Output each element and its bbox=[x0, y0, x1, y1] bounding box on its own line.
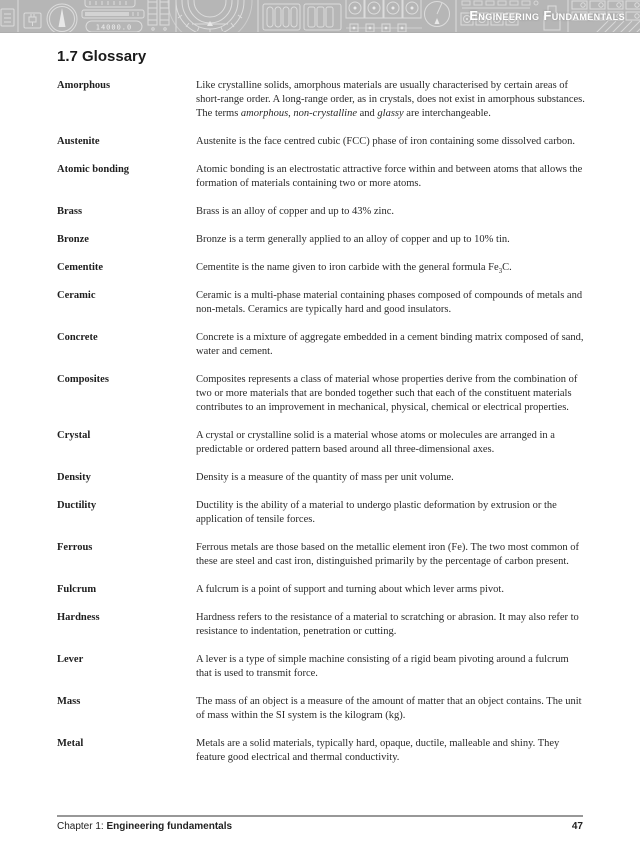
glossary-definition: Cementite is the name given to iron carbide with the general formula $Fe_3C$. bbox=[196, 262, 512, 276]
glossary-term: Austenite bbox=[57, 136, 100, 147]
page-body bbox=[0, 48, 640, 765]
rotary-dial-icon bbox=[168, 0, 258, 33]
gauge-knob-icon bbox=[47, 4, 77, 33]
page-footer bbox=[57, 815, 583, 832]
glossary-definition: Brass is an alloy of copper and up to 43% zinc. bbox=[196, 206, 394, 217]
glossary-term: Ferrous bbox=[57, 542, 93, 553]
glossary-term: Mass bbox=[57, 696, 81, 707]
glossary-definition: Atomic bonding is an electrostatic attractive force within and between atoms that allows the formation of materials containing two or more atoms. bbox=[196, 164, 583, 189]
glossary-term: Atomic bonding bbox=[57, 164, 130, 175]
glossary-entry bbox=[57, 695, 587, 723]
glossary-term: Brass bbox=[57, 206, 83, 217]
glossary-entry bbox=[57, 541, 587, 569]
glossary-entry bbox=[57, 233, 587, 247]
glossary-entry bbox=[57, 499, 587, 527]
glossary-definition: A fulcrum is a point of support and turning about which lever arms pivot. bbox=[196, 584, 504, 595]
dot-buttons-icon bbox=[346, 24, 422, 32]
ladder-scale-icon bbox=[148, 0, 176, 33]
glossary-entry bbox=[57, 79, 587, 121]
glossary-term: Fulcrum bbox=[57, 584, 97, 595]
mini-buttons-icon bbox=[462, 1, 538, 8]
footer-chapter bbox=[57, 821, 232, 832]
glossary-definition: Ceramic is a multi-phase material containing phases composed of compounds of metals and non-metals. Ceramics are typically hard and good insulators. bbox=[196, 290, 583, 315]
glossary-term: Concrete bbox=[57, 332, 98, 343]
section-title: 1.7 Glossary bbox=[57, 48, 147, 65]
glossary-definition: Ductility is the ability of a material to undergo plastic deformation by extrusion or the application of tensile forces. bbox=[196, 500, 557, 525]
glossary-entry bbox=[57, 163, 587, 191]
glossary-term: Lever bbox=[57, 654, 84, 665]
footer-chapter-prefix: Chapter 1: bbox=[57, 821, 107, 832]
glossary-entry bbox=[57, 289, 587, 317]
glossary-term: Composites bbox=[57, 374, 109, 385]
glossary-definition: Bronze is a term generally applied to an alloy of copper and up to 10% tin. bbox=[196, 234, 510, 245]
left-connector-icon bbox=[1, 0, 41, 33]
glossary-term: Metal bbox=[57, 738, 84, 749]
glossary-entry bbox=[57, 429, 587, 457]
glossary-definition: A lever is a type of simple machine consisting of a rigid beam pivoting around a fulcrum that is used to transmit force. bbox=[196, 654, 569, 679]
display-readout: 14000.0 bbox=[95, 23, 133, 32]
glossary-definition: Density is a measure of the quantity of mass per unit volume. bbox=[196, 472, 454, 483]
glossary-term: Bronze bbox=[57, 234, 89, 245]
glossary-definition: Concrete is a mixture of aggregate embedded in a cement binding matrix composed of sand, water and cement. bbox=[196, 332, 584, 357]
glossary-definition: Metals are a solid materials, typically hard, opaque, ductile, malleable and shiny. They feature good electrical and thermal conductivity. bbox=[196, 738, 560, 763]
glossary-term: Ductility bbox=[57, 500, 97, 511]
glossary-term: Amorphous bbox=[57, 80, 111, 91]
glossary-entry bbox=[57, 611, 587, 639]
brand-title: Engineering Fundamentals bbox=[469, 8, 625, 23]
glossary-list bbox=[57, 79, 587, 765]
glossary-term: Hardness bbox=[57, 612, 100, 623]
glossary-term: Density bbox=[57, 472, 91, 483]
glossary-definition: A crystal or crystalline solid is a material whose atoms or molecules are arranged in a predictable or ordered pattern based around all three-dimensional axes. bbox=[196, 430, 555, 455]
glossary-definition: Hardness refers to the resistance of a material to scratching or abrasion. It may also refer to resistance to indentation, penetration or cutting. bbox=[196, 612, 579, 637]
page-header-banner bbox=[0, 0, 640, 33]
glossary-term: Cementite bbox=[57, 262, 104, 273]
digital-display-icon bbox=[82, 0, 144, 32]
glossary-entry bbox=[57, 261, 587, 275]
glossary-entry bbox=[57, 737, 587, 765]
glossary-definition: Ferrous metals are those based on the metallic element iron (Fe). The two most common of these are steel and cast iron, distinguished primarily by the percentage of carbon present. bbox=[196, 542, 579, 567]
page-number: 47 bbox=[571, 821, 583, 832]
glossary-entry bbox=[57, 331, 587, 359]
indicator-meter-icon bbox=[425, 0, 457, 33]
footer-chapter-title: Engineering fundamentals bbox=[106, 821, 233, 832]
glossary-term: Ceramic bbox=[57, 290, 96, 301]
glossary-definition: Composites represents a class of material whose properties derive from the combination of two or more materials that are bonded together such that each of the constituent materials contributes to an improvement in mechanical, physical, chemical or electrical properties. bbox=[196, 374, 578, 413]
knob-row-icon bbox=[346, 0, 421, 18]
glossary-term: Crystal bbox=[57, 430, 91, 441]
glossary-entry bbox=[57, 373, 587, 415]
glossary-entry bbox=[57, 205, 587, 219]
glossary-definition: Austenite is the face centred cubic (FCC) phase of iron containing some dissolved carbon. bbox=[196, 136, 576, 147]
glossary-entry bbox=[57, 135, 587, 149]
glossary-entry bbox=[57, 583, 587, 597]
glossary-entry bbox=[57, 653, 587, 681]
glossary-definition: Like crystalline solids, amorphous materials are usually characterised by certain areas of short-range order. A long-range order, as in crystals, does not exist in amorphous substances. The terms amorphous, non-crystalline and glassy are interchangeable. bbox=[196, 80, 585, 119]
louver-panel-icon bbox=[263, 4, 341, 30]
glossary-entry bbox=[57, 471, 587, 485]
glossary-definition: The mass of an object is a measure of the amount of matter that an object contains. The unit of mass within the SI system is the kilogram (kg). bbox=[196, 696, 582, 721]
